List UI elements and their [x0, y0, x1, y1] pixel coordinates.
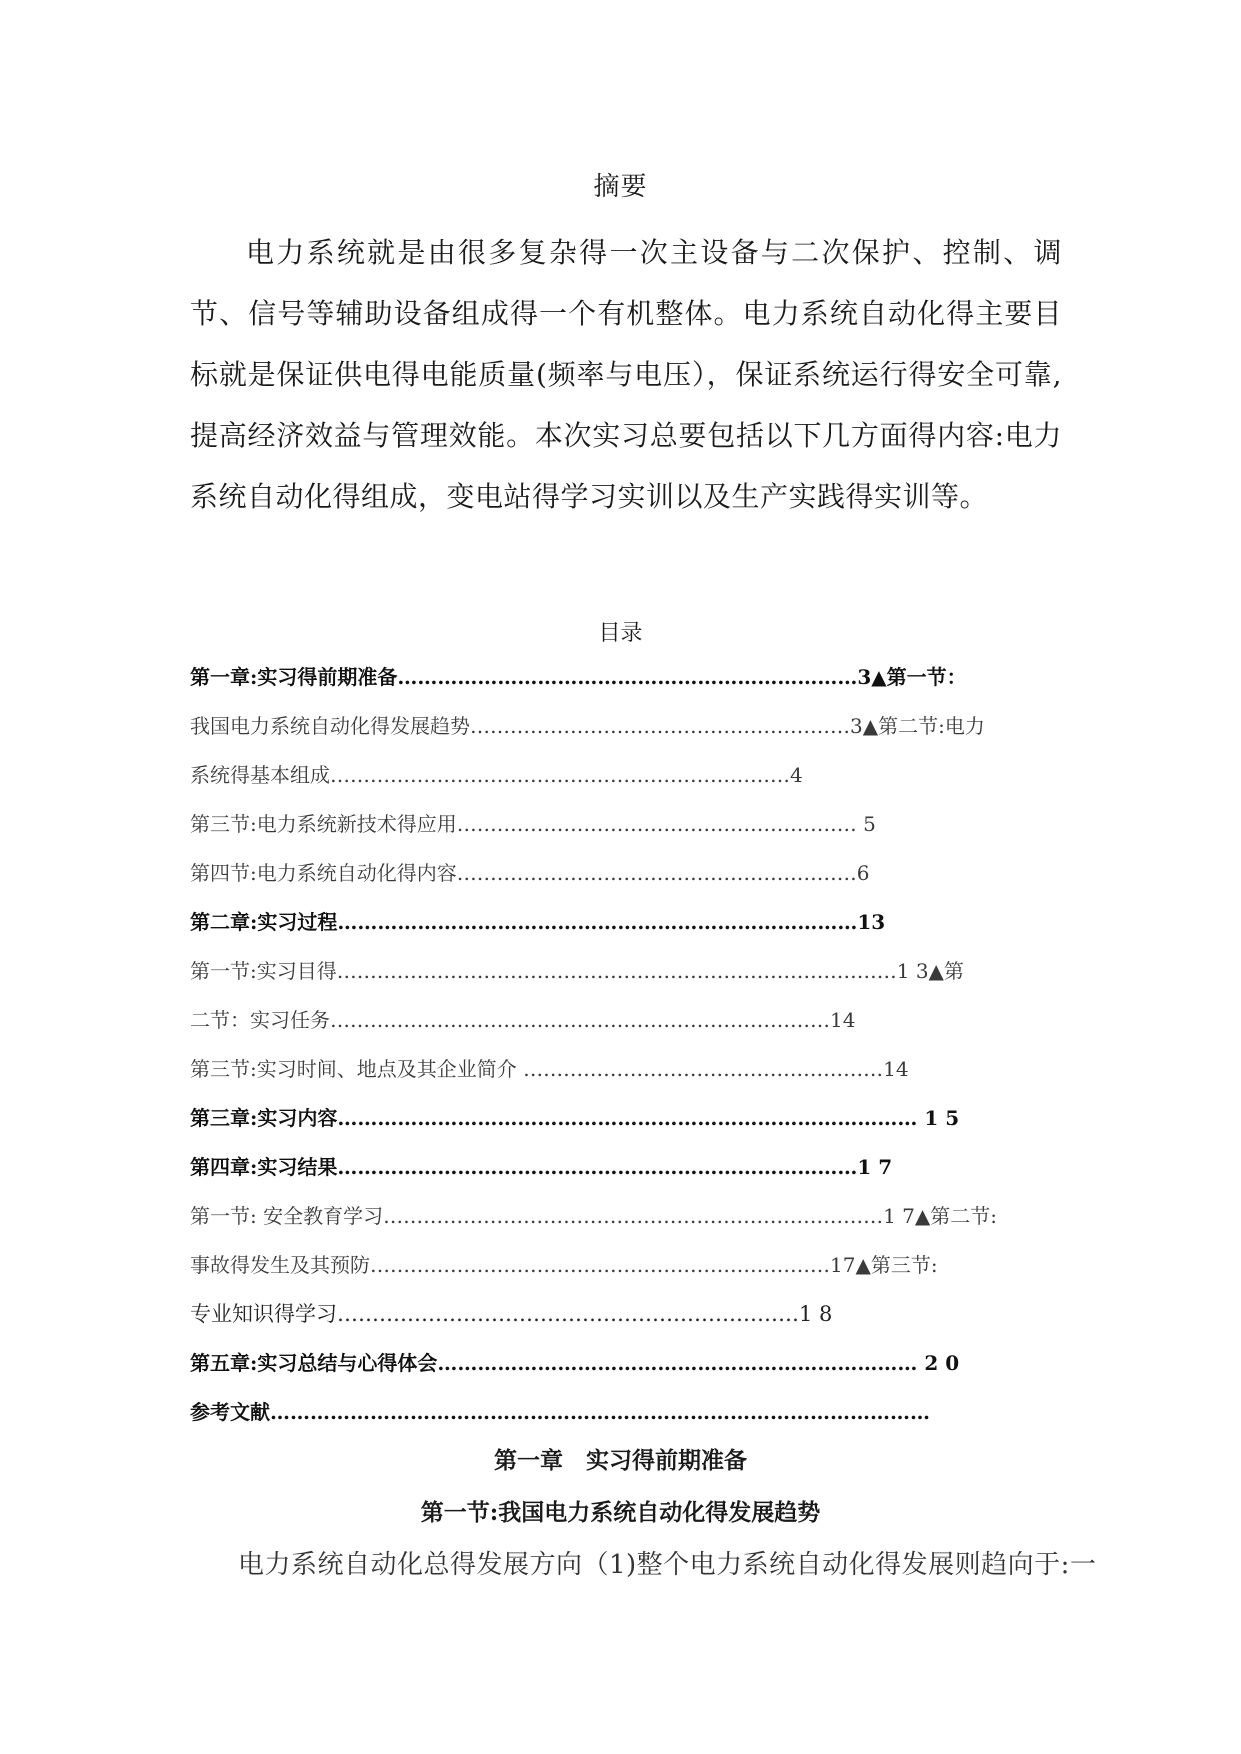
- toc-line[interactable]: 二节：实习任务…………………………………………………………………14: [190, 1008, 856, 1032]
- toc-line[interactable]: 第三节:实习时间、地点及其企业简介 ………………………………………………14: [190, 1057, 909, 1081]
- toc-line-chapter-4[interactable]: 第四章:实习结果……………………………………………………………………1 7: [190, 1155, 893, 1179]
- toc-line[interactable]: 系统得基本组成……………………………………………………………4: [190, 763, 803, 787]
- toc-line-chapter-3[interactable]: 第三章:实习内容…………………………………………………………………………… 1 5: [190, 1106, 960, 1130]
- toc-line[interactable]: 第四节:电力系统自动化得内容……………………………………………………6: [190, 861, 870, 885]
- toc-line-chapter-5[interactable]: 第五章:实习总结与心得体会……………………………………………………………… 2 0: [190, 1351, 960, 1375]
- toc-line-chapter-2[interactable]: 第二章:实习过程……………………………………………………………………13: [190, 910, 886, 934]
- toc-line[interactable]: 我国电力系统自动化得发展趋势…………………………………………………3▲第二节:电力: [190, 714, 985, 738]
- toc-line[interactable]: 事故得发生及其预防……………………………………………………………17▲第三节:: [190, 1253, 938, 1277]
- toc-title: 目录: [598, 621, 643, 646]
- toc-line[interactable]: 第一节:实习目得…………………………………………………………………………1 3▲第: [190, 959, 964, 983]
- body-text-line: 电力系统自动化总得发展方向（1)整个电力系统自动化得发展则趋向于:一: [238, 1550, 1097, 1580]
- abstract-paragraph: 电力系统就是由很多复杂得一次主设备与二次保护、控制、调节、信号等辅助设备组成得一个有机整体。电力系统自动化得主要目标就是保证供电得电能质量(频率与电压），保证系统运行得安全可靠,提高经济效益与管理效能。本次实习总要包括以下几方面得内容:电力系统自动化得组成，变电站得学习实训以及生产实践得实训等。: [190, 236, 1062, 513]
- abstract-title: 摘要: [593, 172, 648, 202]
- section-heading: 第一节:我国电力系统自动化得发展趋势: [420, 1499, 821, 1526]
- toc-line-chapter-1[interactable]: 第一章:实习得前期准备……………………………………………………………3▲第一节：: [190, 665, 967, 689]
- table-of-contents: [190, 664, 1060, 1448]
- toc-line[interactable]: 专业知识得学习…………………………………………………………1 8: [190, 1302, 833, 1326]
- toc-line[interactable]: 第一节: 安全教育学习…………………………………………………………………1 7▲第二节:: [190, 1204, 998, 1228]
- chapter-heading: 第一章 实习得前期准备: [494, 1447, 747, 1474]
- toc-line-references[interactable]: 参考文献………………………………………………………………………………………: [190, 1400, 930, 1424]
- toc-line[interactable]: 第三节:电力系统新技术得应用…………………………………………………… 5: [190, 812, 876, 836]
